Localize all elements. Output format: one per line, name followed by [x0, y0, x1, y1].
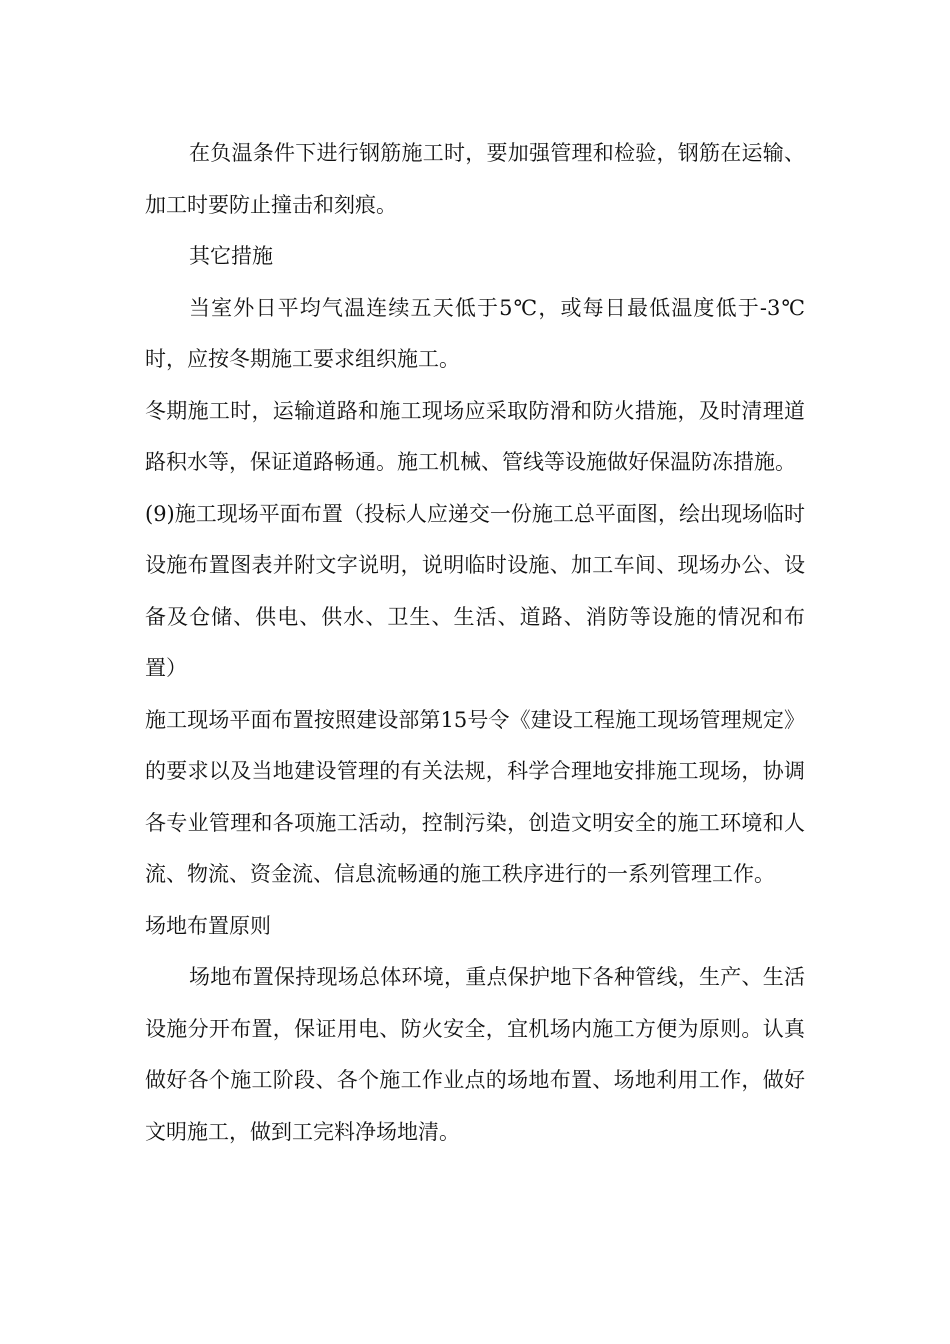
paragraph-layout-principles: 场地布置保持现场总体环境，重点保护地下各种管线，生产、生活设施分开布置，保证用电、防火安全，宜机场内施工方便为原则。认真做好各个施工阶段、各个施工作业点的场地布置、场地利用工作，做好文明施工，做到工完料净场地清。 [145, 965, 805, 1144]
paragraph-rebar-negative-temperature: 在负温条件下进行钢筋施工时，要加强管理和检验，钢筋在运输、加工时要防止撞击和刻痕。 [145, 141, 805, 217]
paragraph-site-layout-requirement: (9)施工现场平面布置（投标人应递交一份施工总平面图，绘出现场临时设施布置图表并附文字说明，说明临时设施、加工车间、现场办公、设备及仓储、供电、供水、卫生、生活、道路、消防等设施的情况和布置） [145, 501, 805, 680]
paragraph-site-layout-regulation: 施工现场平面布置按照建设部第15号令《建设工程施工现场管理规定》的要求以及当地建设管理的有关法规，科学合理地安排施工现场，协调各专业管理和各项施工活动，控制污染，创造文明安全的施工环境和人流、物流、资金流、信息流畅通的施工秩序进行的一系列管理工作。 [145, 707, 805, 886]
document-body [145, 128, 805, 1158]
paragraph-winter-temperature-threshold: 当室外日平均气温连续五天低于5℃，或每日最低温度低于-3℃时，应按冬期施工要求组织施工。 [145, 295, 805, 371]
paragraph-winter-road-measures: 冬期施工时，运输道路和施工现场应采取防滑和防火措施，及时清理道路积水等，保证道路畅通。施工机械、管线等设施做好保温防冻措施。 [145, 398, 805, 474]
heading-other-measures: 其它措施 [189, 244, 273, 268]
heading-layout-principles: 场地布置原则 [145, 913, 271, 938]
